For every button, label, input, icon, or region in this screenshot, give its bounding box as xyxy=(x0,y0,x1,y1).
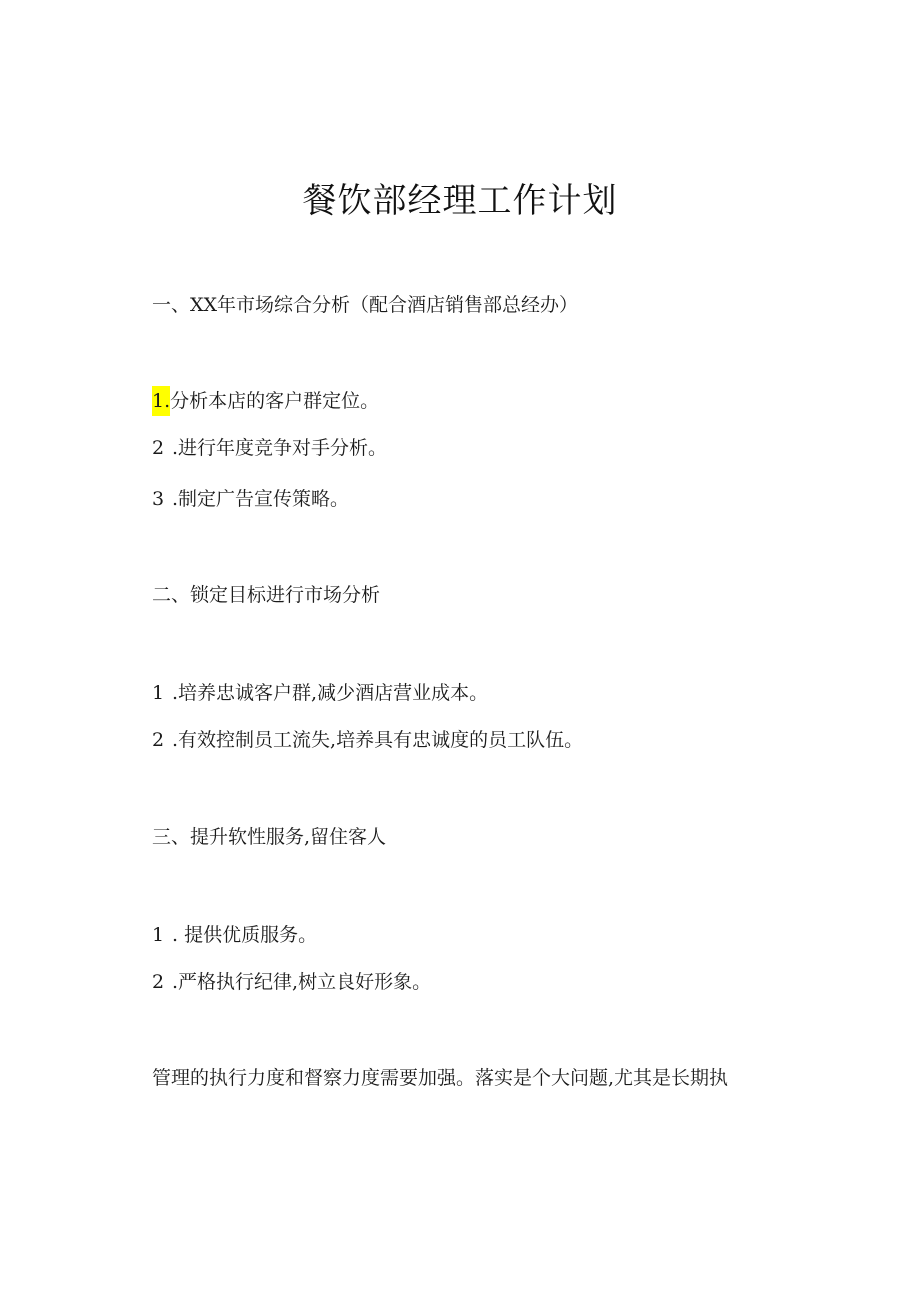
section-heading-3: 三、提升软性服务,留住客人 xyxy=(152,826,387,848)
list-item xyxy=(152,433,387,463)
list-item-number: 1 xyxy=(152,924,165,946)
list-item-text: 分析本店的客户群定位。 xyxy=(170,390,380,412)
section-heading-2: 二、锁定目标进行市场分析 xyxy=(152,584,381,606)
list-item xyxy=(152,678,488,708)
section-heading-1: 一、XX年市场综合分析（配合酒店销售部总经办） xyxy=(152,294,579,316)
list-item-text: .培养忠诚客户群,减少酒店营业成本。 xyxy=(172,682,489,704)
list-item-number: 2 xyxy=(152,971,165,993)
list-item xyxy=(152,725,583,755)
list-item-text: .有效控制员工流失,培养具有忠诚度的员工队伍。 xyxy=(172,729,584,751)
list-item-number: 1 xyxy=(152,682,165,704)
list-item xyxy=(152,967,431,997)
list-item-number: 1. xyxy=(152,386,170,416)
list-item-text: .进行年度竞争对手分析。 xyxy=(172,437,388,459)
page-title: 餐饮部经理工作计划 xyxy=(302,181,618,221)
list-item xyxy=(152,484,349,514)
list-item-number: 2 xyxy=(152,437,165,459)
list-item xyxy=(152,920,317,950)
list-item xyxy=(152,386,379,416)
list-item-number: 2 xyxy=(152,729,165,751)
list-item-number: 3 xyxy=(152,488,165,510)
list-item-text: . 提供优质服务。 xyxy=(172,924,318,946)
list-item-text: .制定广告宣传策略。 xyxy=(172,488,350,510)
list-item-text: .严格执行纪律,树立良好形象。 xyxy=(172,971,432,993)
closing-paragraph: 管理的执行力度和督察力度需要加强。落实是个大问题,尤其是长期执 xyxy=(152,1067,729,1089)
